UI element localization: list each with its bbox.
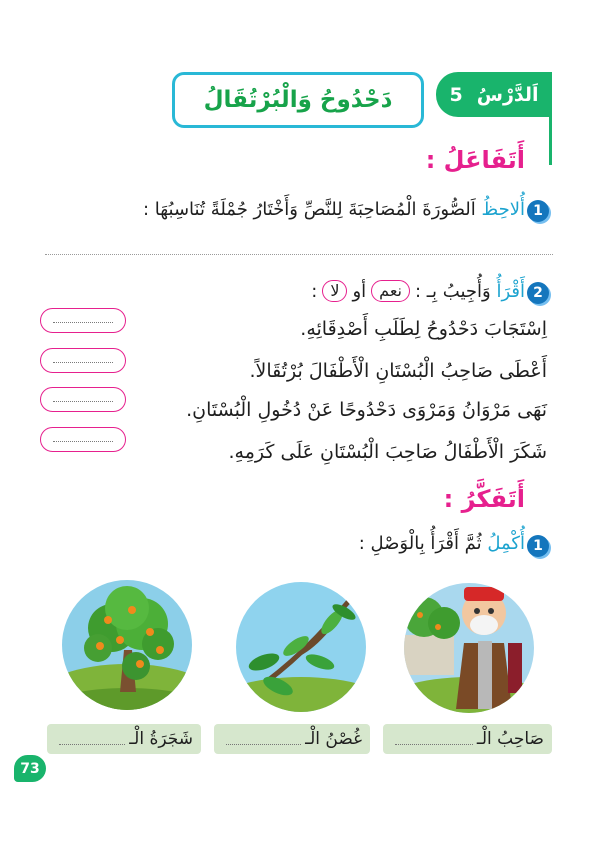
- completion-field-3[interactable]: [47, 724, 201, 754]
- lesson-title: دَحْدُوحُ وَالْبُرْتُقَالُ: [203, 87, 393, 113]
- question-2-colon: :: [311, 280, 318, 302]
- orange-tree-image: [62, 580, 192, 710]
- completion-field-1[interactable]: [383, 724, 552, 754]
- completion-label-2: غُصْنُ الْـ: [305, 729, 362, 749]
- question-3-body: ثُمَّ أَقْرَأُ بِالْوَصْلِ :: [358, 533, 488, 554]
- orange-branch-image: [236, 582, 366, 712]
- option-yes: نعم: [371, 280, 410, 302]
- lesson-tab-line: [549, 110, 552, 165]
- question-2-text: [311, 280, 525, 302]
- gardener-image: [404, 583, 534, 713]
- completion-dots: [226, 734, 301, 745]
- lesson-label: اَلدَّرْسُ: [476, 83, 539, 106]
- answer-box-4[interactable]: [40, 427, 126, 452]
- question-1-body: اَلصُّورَةَ الْمُصَاحِبَةَ لِلنَّصِّ وَأَخْتَارُ جُمْلَةً تُنَاسِبُهَا :: [142, 199, 482, 220]
- option-no: لا: [322, 280, 347, 302]
- completion-label-1: صَاحِبُ الْـ: [476, 729, 544, 749]
- completion-field-2[interactable]: [214, 724, 370, 754]
- lesson-title-box: [172, 72, 424, 128]
- question-1-text: [143, 199, 525, 220]
- question-number-badge: 2: [527, 282, 549, 304]
- answer-box-3[interactable]: [40, 387, 126, 412]
- lesson-tab: [436, 72, 552, 117]
- divider: [45, 254, 553, 255]
- lesson-number: 5: [449, 83, 463, 106]
- question-2-body: وَأُجِيبُ بِـ :: [415, 280, 497, 302]
- question-number-badge: 1: [527, 200, 549, 222]
- question-1-verb: أُلاحِظُ: [481, 199, 525, 220]
- sentence-2: أَعْطَى صَاحِبُ الْبُسْتَانِ الْأَطْفَالَ بُرْتُقَالاً.: [249, 360, 547, 382]
- question-number-badge: 1: [527, 535, 549, 557]
- question-2-verb: أَقْرَأُ: [496, 280, 525, 302]
- page-number: 73: [14, 755, 46, 782]
- question-3-verb: أُكْمِلُ: [487, 533, 525, 554]
- completion-dots: [395, 734, 473, 745]
- answer-box-1[interactable]: [40, 308, 126, 333]
- completion-label-3: شَجَرَةُ الْـ: [129, 729, 193, 749]
- sentence-4: شَكَرَ الْأَطْفَالُ صَاحِبَ الْبُسْتَانِ عَلَى كَرَمِهِ.: [228, 441, 547, 463]
- sentence-3: نَهَى مَرْوَانُ وَمَرْوَى دَحْدُوحًا عَنْ دُخُولِ الْبُسْتَانِ.: [186, 399, 547, 421]
- answer-box-2[interactable]: [40, 348, 126, 373]
- completion-dots: [59, 734, 125, 745]
- section-title-interact: أَتَفَاعَلُ :: [425, 146, 525, 174]
- question-3-text: [359, 533, 525, 554]
- sentence-1: اِسْتَجَابَ دَحْدُوحُ لِطَلَبِ أَصْدِقَائِهِ.: [300, 318, 547, 340]
- section-title-think: أَتَفَكَّرُ :: [443, 485, 525, 513]
- option-or: أو: [352, 280, 367, 302]
